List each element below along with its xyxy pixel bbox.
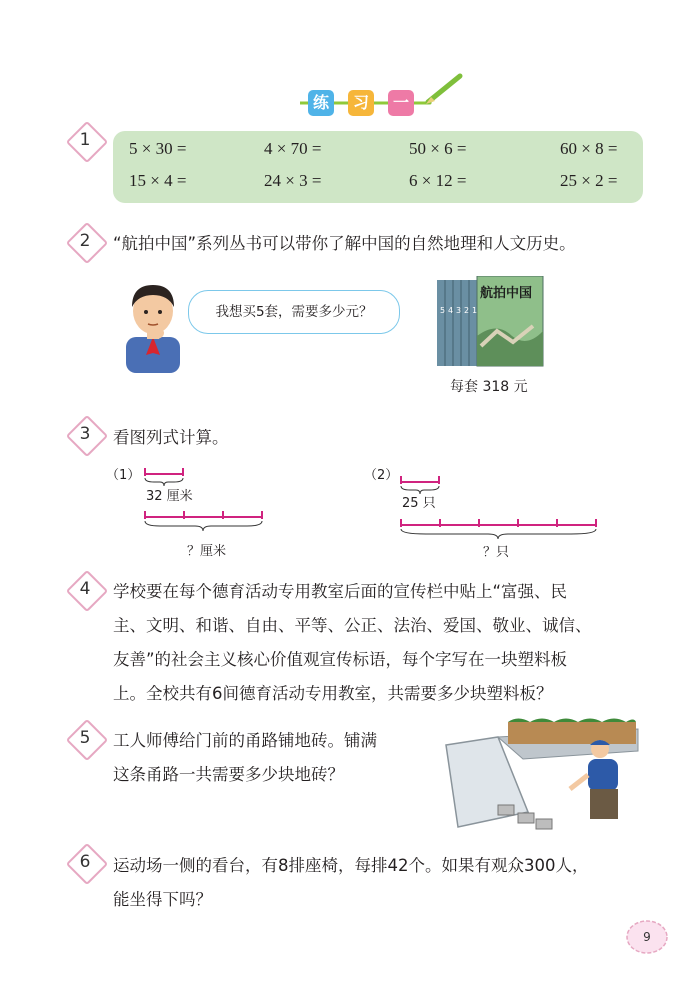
- paving-worker-illustration: [438, 717, 643, 835]
- item-6-line-1: 运动场一侧的看台，有8排座椅，每排42个。如果有观众300人，: [113, 856, 589, 875]
- book-set-illustration: [437, 276, 545, 368]
- exercise-title: [300, 70, 470, 115]
- calc-cell: 4 × 70 =: [264, 139, 322, 158]
- speech-bubble-text: 我想买5套，需要多少元？: [215, 304, 373, 320]
- item-5-badge: 5: [66, 719, 104, 757]
- q3-part1-unit: 32 厘米: [146, 489, 193, 504]
- calc-cell: 50 × 6 =: [409, 139, 467, 158]
- book-title: 航拍中国: [480, 286, 533, 301]
- calc-cell: 5 × 30 =: [129, 139, 187, 158]
- calc-cell: 60 × 8 =: [560, 139, 618, 158]
- item-4-badge: 4: [66, 570, 104, 608]
- q3-part2-unit: 25 只: [402, 496, 436, 511]
- q3-part1-total: ？厘米: [187, 544, 227, 559]
- calc-row-1: [113, 139, 643, 169]
- item-2-text: “航拍中国”系列丛书可以带你了解中国的自然地理和人文历史。: [113, 234, 576, 253]
- title-char-2: 习: [348, 90, 374, 116]
- item-5-line-2: 这条甬路一共需要多少块地砖？: [113, 765, 344, 784]
- spine-number: 4: [448, 306, 454, 315]
- calc-cell: 25 × 2 =: [560, 171, 618, 190]
- spine-number: 3: [456, 306, 462, 315]
- spine-number: 5: [440, 306, 446, 315]
- item-1-badge: 1: [66, 121, 104, 159]
- calc-box: [113, 131, 643, 203]
- q3-part2-label: （2）: [364, 468, 399, 483]
- book-price: 每套 318 元: [450, 379, 528, 395]
- calc-cell: 6 × 12 =: [409, 171, 467, 190]
- title-char-3: 一: [388, 90, 414, 116]
- boy-thinking-illustration: [118, 275, 188, 373]
- spine-number: 1: [472, 306, 478, 315]
- item-4-line-3: 友善”的社会主义核心价值观宣传标语，每个字写在一块塑料板: [113, 650, 568, 669]
- calc-row-2: [113, 171, 643, 201]
- q3-part2-total: ？只: [483, 545, 510, 560]
- spine-number: 2: [464, 306, 470, 315]
- item-3-text: 看图列式计算。: [113, 428, 229, 447]
- title-char-1: 练: [308, 90, 334, 116]
- item-4-line-2: 主、文明、和谐、自由、平等、公正、法治、爱国、敬业、诚信、: [113, 616, 592, 635]
- item-4-line-1: 学校要在每个德育活动专用教室后面的宣传栏中贴上“富强、民: [113, 582, 568, 601]
- speech-bubble: [188, 290, 400, 334]
- item-5-line-1: 工人师傅给门前的甬路铺地砖。铺满: [113, 731, 377, 750]
- item-6-badge: 6: [66, 843, 104, 881]
- q3-part1-label: （1）: [106, 468, 141, 483]
- page-number: 9: [643, 930, 651, 944]
- item-2-badge: 2: [66, 222, 104, 260]
- calc-cell: 24 × 3 =: [264, 171, 322, 190]
- calc-cell: 15 × 4 =: [129, 171, 187, 190]
- item-3-badge: 3: [66, 415, 104, 453]
- item-6-line-2: 能坐得下吗？: [113, 890, 212, 909]
- item-4-line-4: 上。全校共有6间德育活动专用教室，共需要多少块塑料板？: [113, 684, 553, 703]
